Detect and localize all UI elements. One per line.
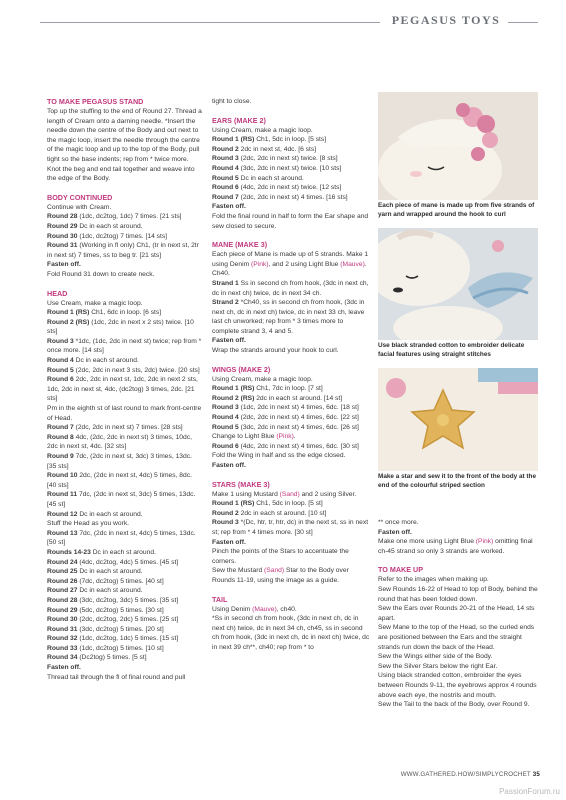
pattern-line: Using Cream, make a magic loop.	[212, 126, 313, 134]
section-heading: TO MAKE UP	[378, 565, 423, 575]
pattern-line: Round 26 (7dc, dc2tog) 5 times. [40 st]	[47, 577, 164, 585]
pattern-line: Round 30 (1dc, dc2tog) 7 times. [14 sts]	[47, 232, 168, 240]
pattern-line: Round 2 (RS) (1dc, 2dc in next x 2 sts) twice. [10 sts]	[47, 318, 194, 336]
pattern-line: Round 3 *(Dc, htr, tr, htr, dc) in the next st, ss in next st; rep from * 4 times more. [30 st]	[212, 519, 369, 536]
alt-colour-note: (Pink)	[475, 538, 494, 546]
pattern-line: Make 1 using Mustard (Sand) and 2 using Silver.	[212, 490, 357, 498]
pattern-line: Sew the Wings either side of the Body.	[378, 653, 493, 661]
round-label: Round 4	[212, 414, 239, 422]
pattern-line	[47, 260, 202, 270]
section-title: PEGASUS TOYS	[391, 13, 501, 27]
pattern-line: Round 31 (3dc, dc2tog) 5 times. [20 st]	[47, 625, 164, 633]
round-label: Round 8	[47, 433, 74, 441]
alt-colour-note: (Sand)	[264, 567, 285, 575]
page-header	[0, 0, 566, 48]
pattern-line: Sew Rounds 16-22 of Head to top of Body, behind the round that has been folded down.	[378, 585, 538, 603]
pattern-column-1	[47, 97, 202, 682]
pattern-line: Top up the stuffing to the end of Round 27. Thread a length of Cream onto a darning needle. *Insert the needle down the centre of the Body and out next to the magic loop, insert the needle through the centre of the magic loop and up to the top of the Body, pull tight so the base indents; rep from * twice more. Knot the beg and end tail together and weave into the edge of the Body.	[47, 108, 202, 183]
round-label: Round 29	[47, 606, 78, 614]
pattern-line: Round 7 (2dc, 2dc in next st) 4 times. [16 sts]	[212, 193, 348, 201]
pattern-line: Round 28 (1dc, dc2tog, 1dc) 7 times. [21 sts]	[47, 213, 182, 221]
page-number: 35	[532, 771, 540, 778]
pattern-line: Round 13 7dc, (2dc in next st, 4dc) 5 times, 13dc. [50 st]	[47, 529, 196, 547]
alt-colour-note: (Pink)	[251, 260, 269, 268]
round-label: Round 4	[47, 357, 74, 365]
round-label: Round 5	[212, 174, 239, 182]
round-label: Fasten off.	[212, 337, 246, 345]
round-label: Round 9	[47, 453, 74, 460]
pattern-line: Round 2 2dc in next st, 4dc. [6 sts]	[212, 145, 317, 153]
pattern-line: Stuff the Head as you work.	[47, 520, 130, 528]
round-label: Round 31	[47, 242, 78, 250]
pattern-line: *Ss in second ch from hook, (3dc in next ch, dc in next ch) twice, dc in next 34 ch, ch45, ss in second ch from hook, (3dc in next ch, dc in next ch) twice, dc in next 39 ch**, ch40; rep from * to	[212, 615, 370, 651]
pattern-line: Ch40.	[212, 270, 230, 278]
pattern-line	[47, 663, 202, 673]
round-label: Round 2 (RS)	[212, 394, 255, 402]
pattern-line: ** once more.	[378, 519, 419, 526]
pattern-line: Round 6 (4dc, 2dc in next st) twice. [12 sts]	[212, 184, 342, 192]
alt-colour-note: (Mauve)	[340, 260, 365, 268]
pattern-line: Round 6 (4dc, 2dc in next st) 4 times, 6dc. [30 st]	[212, 442, 359, 450]
pattern-line: Round 1 (RS) Ch1, 7dc in loop. [7 st]	[212, 385, 323, 393]
pattern-line: Strand 1 Ss in second ch from hook, (3dc in next ch, dc in next ch) twice, dc in next 34 ch.	[212, 279, 369, 297]
pattern-line: Round 2 (RS) 2dc in each st around. [14 st]	[212, 394, 343, 402]
round-label: Round 6	[47, 376, 74, 384]
round-label: Round 30	[47, 232, 78, 240]
section-heading: WINGS (MAKE 2)	[212, 364, 271, 374]
round-label: Round 1 (RS)	[212, 136, 255, 144]
round-label: Round 4	[212, 164, 239, 172]
round-label: Round 6	[212, 442, 239, 450]
round-label: Round 12	[47, 510, 78, 518]
pattern-line: Round 4 (3dc, 2dc in next st) twice. [10 sts]	[212, 164, 342, 172]
pattern-line: Round 5 (3dc, 2dc in next st) 4 times, 6dc. [26 st]	[212, 423, 359, 431]
round-label: Round 5	[212, 423, 239, 431]
round-label: Round 1 (RS)	[212, 500, 255, 508]
photo-caption-2: Use black stranded cotton to embroider delicate facial features using straight stitches	[378, 342, 525, 358]
photo-unicorn-head-mane	[378, 92, 538, 200]
round-label: Round 33	[47, 644, 78, 652]
round-label: Round 11	[47, 491, 78, 499]
round-label: Round 3	[212, 519, 239, 527]
round-label: Round 2	[212, 145, 239, 153]
pattern-line: Round 1 (RS) Ch1, 5dc in loop. [5 st]	[212, 500, 323, 508]
alt-colour-note: (Pink)	[276, 433, 294, 441]
pattern-line: Change to Light Blue (Pink).	[212, 433, 296, 441]
round-label: Fasten off.	[47, 664, 81, 672]
pattern-line: Round 12 Dc in each st around.	[47, 510, 143, 518]
round-label: Round 29	[47, 222, 78, 230]
round-label: Round 7	[47, 424, 74, 432]
photo-star-on-body	[378, 368, 538, 471]
pattern-line: Round 32 (1dc, dc2tog, 1dc) 5 times. [15 st]	[47, 635, 179, 643]
round-label: Round 28	[47, 596, 78, 604]
pattern-line: Pm in the eighth st of last round to mark front-centre of Head.	[47, 405, 202, 422]
round-label: Fasten off.	[212, 538, 246, 546]
section-heading: TAIL	[212, 594, 228, 604]
round-label: Round 1 (RS)	[212, 385, 255, 393]
section-heading: MANE (MAKE 3)	[212, 240, 268, 250]
pattern-line: Round 4 (2dc, 2dc in next st) 4 times, 6dc. [22 st]	[212, 414, 359, 422]
pattern-line: Round 8 4dc, (2dc, 2dc in next st) 3 times, 10dc, 2dc in next st, 4dc. [32 sts]	[47, 433, 192, 451]
pattern-line: Round 3 *1dc, (1dc, 2dc in next st) twice; rep from * once more. [14 sts]	[47, 337, 202, 355]
pattern-line: Round 29 Dc in each st around.	[47, 222, 143, 230]
round-label: Round 32	[47, 635, 78, 643]
pattern-line: Fold Round 31 down to create neck.	[47, 270, 155, 278]
section-heading: HEAD	[47, 288, 68, 298]
pattern-line: Sew the Silver Stars below the right Ear.	[378, 662, 498, 670]
pattern-line: Thread tail through the fl of final round and pull	[47, 673, 186, 681]
section-heading: TO MAKE PEGASUS STAND	[47, 97, 144, 106]
pattern-line: Rounds 14-23 Dc in each st around.	[47, 548, 156, 556]
pattern-line	[212, 538, 370, 548]
pattern-line: Round 5 (2dc, 2dc in next 3 sts, 2dc) twice. [20 sts]	[47, 366, 200, 374]
pattern-line: Sew the Ears over Rounds 20-21 of the Head, 14 sts apart.	[378, 605, 535, 622]
pattern-line: Round 5 Dc in each st around.	[212, 174, 304, 182]
round-label: Round 6	[212, 184, 239, 192]
round-label: Round 28	[47, 213, 78, 221]
round-label: Round 7	[212, 193, 239, 201]
round-label: Round 31	[47, 625, 78, 633]
pattern-line: Round 28 (3dc, dc2tog, 3dc) 5 times. [35 st]	[47, 596, 179, 604]
pattern-line	[212, 202, 370, 212]
page-footer	[380, 771, 540, 778]
pattern-line: Round 6 2dc, 2dc in next st, 1dc, 2dc in next 2 sts, 1dc, 2dc in next st, 4dc, (dc2tog) 3 times, 2dc. [21 sts]	[47, 376, 198, 403]
pattern-line: Round 11 7dc, (2dc in next st, 3dc) 5 times, 13dc. [45 st]	[47, 491, 196, 508]
pattern-line: Wrap the strands around your hook to curl.	[212, 347, 339, 355]
section-heading: BODY CONTINUED	[47, 192, 113, 202]
round-label: Round 5	[47, 366, 74, 374]
pattern-line	[212, 336, 370, 346]
round-label: Round 27	[47, 587, 78, 595]
pattern-line: Sew the Tail to the back of the Body, over Round 9.	[378, 701, 530, 709]
pattern-line: Sew the Mustard (Sand) Star to the Body over Rounds 11-19, using the image as a guide.	[212, 567, 349, 584]
round-label: Round 13	[47, 529, 78, 537]
pattern-line	[212, 461, 370, 471]
round-label: Round 26	[47, 577, 78, 585]
round-label: Strand 1	[212, 279, 239, 287]
round-label: Fasten off.	[47, 261, 81, 269]
pattern-line: Round 1 (RS) Ch1, 5dc in loop. [5 sts]	[212, 136, 327, 144]
round-label: Round 34	[47, 654, 78, 662]
pattern-line: tight to close.	[212, 98, 252, 105]
round-label: Round 2	[212, 509, 239, 517]
pattern-line: Round 29 (5dc, dc2tog) 5 times. [30 st]	[47, 606, 164, 614]
watermark: PassionForum.ru	[499, 787, 560, 796]
round-label: Fasten off.	[212, 203, 246, 211]
pattern-line	[378, 528, 538, 538]
pattern-line: Round 2 2dc in each st around. [10 st]	[212, 509, 327, 517]
photo-unicorn-face-wing	[378, 228, 538, 340]
round-label: Round 3	[212, 404, 239, 412]
pattern-line: Round 3 (1dc, 2dc in next st) 4 times, 6dc. [18 st]	[212, 404, 359, 412]
pattern-line: Round 31 (Working in fl only) Ch1, (tr in next st, 2tr in next st) 7 times, ss to beg tr. [21 sts]	[47, 242, 199, 259]
pattern-line: Refer to the images when making up.	[378, 576, 489, 584]
pattern-line: Use Cream, make a magic loop.	[47, 299, 143, 307]
pattern-line: Round 7 (2dc, 2dc in next st) 7 times. [28 sts]	[47, 424, 183, 432]
pattern-line: Pinch the points of the Stars to accentuate the corners.	[212, 548, 349, 565]
pattern-line: Round 24 (4dc, dc2tog, 4dc) 5 times. [45 st]	[47, 558, 179, 566]
round-label: Round 30	[47, 616, 78, 624]
pattern-column-2	[212, 97, 370, 653]
pattern-line: Round 33 (1dc, dc2tog) 5 times. [10 st]	[47, 644, 164, 652]
round-label: Round 2 (RS)	[47, 318, 90, 326]
pattern-line: Using black stranded cotton, embroider the eyes between Rounds 9-11, the eyebrows approx 4 rounds above each eye, the nostrils and mouth.	[378, 672, 537, 699]
round-label: Round 25	[47, 568, 78, 576]
footer-url: WWW.GATHERED.HOW/SIMPLYCROCHET	[400, 771, 531, 778]
photo-caption-3: Make a star and sew it to the front of the body at the end of the colourful striped section	[378, 473, 537, 489]
pattern-line: Round 27 Dc in each st around.	[47, 587, 143, 595]
pattern-line: Each piece of Mane is made up of 5 strands. Make 1 using Denim (Pink), and 2 using Light Blue (Mauve).	[212, 251, 369, 268]
round-label: Strand 2	[212, 299, 239, 307]
pattern-line: Round 25 Dc in each st around.	[47, 568, 143, 576]
round-label: Fasten off.	[212, 462, 246, 469]
pattern-line: Using Denim (Mauve), ch40.	[212, 605, 297, 613]
pattern-line: Round 1 (RS) Ch1, 6dc in loop. [6 sts]	[47, 309, 162, 317]
pattern-line: Round 9 7dc, (2dc in next st, 3dc) 3 times, 13dc. [35 sts]	[47, 453, 192, 470]
pattern-line: Round 34 (Dc2tog) 5 times. [5 st]	[47, 654, 147, 662]
round-label: Round 3	[47, 337, 74, 345]
pattern-line: Fold the Wing in half and ss the edge closed.	[212, 452, 346, 460]
pattern-line: Continue with Cream.	[47, 203, 112, 211]
photo-caption-1: Each piece of mane is made up from five strands of yarn and wrapped around the hook to curl	[378, 202, 535, 218]
pattern-line: Round 4 Dc in each st around.	[47, 357, 139, 365]
round-label: Round 10	[47, 472, 78, 480]
section-heading: STARS (MAKE 3)	[212, 479, 270, 489]
pattern-column-3	[378, 518, 538, 710]
round-label: Fasten off.	[378, 528, 412, 536]
alt-colour-note: (Sand)	[279, 490, 300, 498]
header-rule-left	[40, 22, 380, 23]
pattern-line: Sew Mane to the top of the Head, so the curled ends are positioned between the Ears and the straight strands run down the back of the Head.	[378, 624, 535, 651]
round-label: Rounds 14-23	[47, 548, 91, 556]
round-label: Round 24	[47, 558, 78, 566]
pattern-line: Strand 2 *Ch40, ss in second ch from hook, (3dc in next ch, dc in next ch) twice, dc in next 33 ch, leave last ch unworked; rep from * 3 times more to complete strand 3, 4 and 5.	[212, 299, 365, 335]
pattern-line: Round 3 (2dc, 2dc in next st) twice. [8 sts]	[212, 155, 338, 163]
alt-colour-note: (Mauve)	[252, 605, 277, 613]
pattern-line: Make one more using Light Blue (Pink) omitting final ch-45 strand so only 3 strands are worked.	[378, 538, 533, 555]
round-label: Round 1 (RS)	[47, 309, 90, 317]
pattern-line: Fold the final round in half to form the Ear shape and sew closed to secure.	[212, 212, 369, 230]
section-heading: EARS (MAKE 2)	[212, 115, 266, 125]
pattern-line: Round 10 2dc, (2dc in next st, 4dc) 5 times, 8dc. [40 sts]	[47, 472, 192, 489]
pattern-line: Using Cream, make a magic loop.	[212, 375, 313, 383]
round-label: Round 3	[212, 155, 239, 163]
header-rule-right	[508, 22, 538, 23]
pattern-line: Round 30 (2dc, dc2tog, 2dc) 5 times. [25 st]	[47, 616, 179, 624]
